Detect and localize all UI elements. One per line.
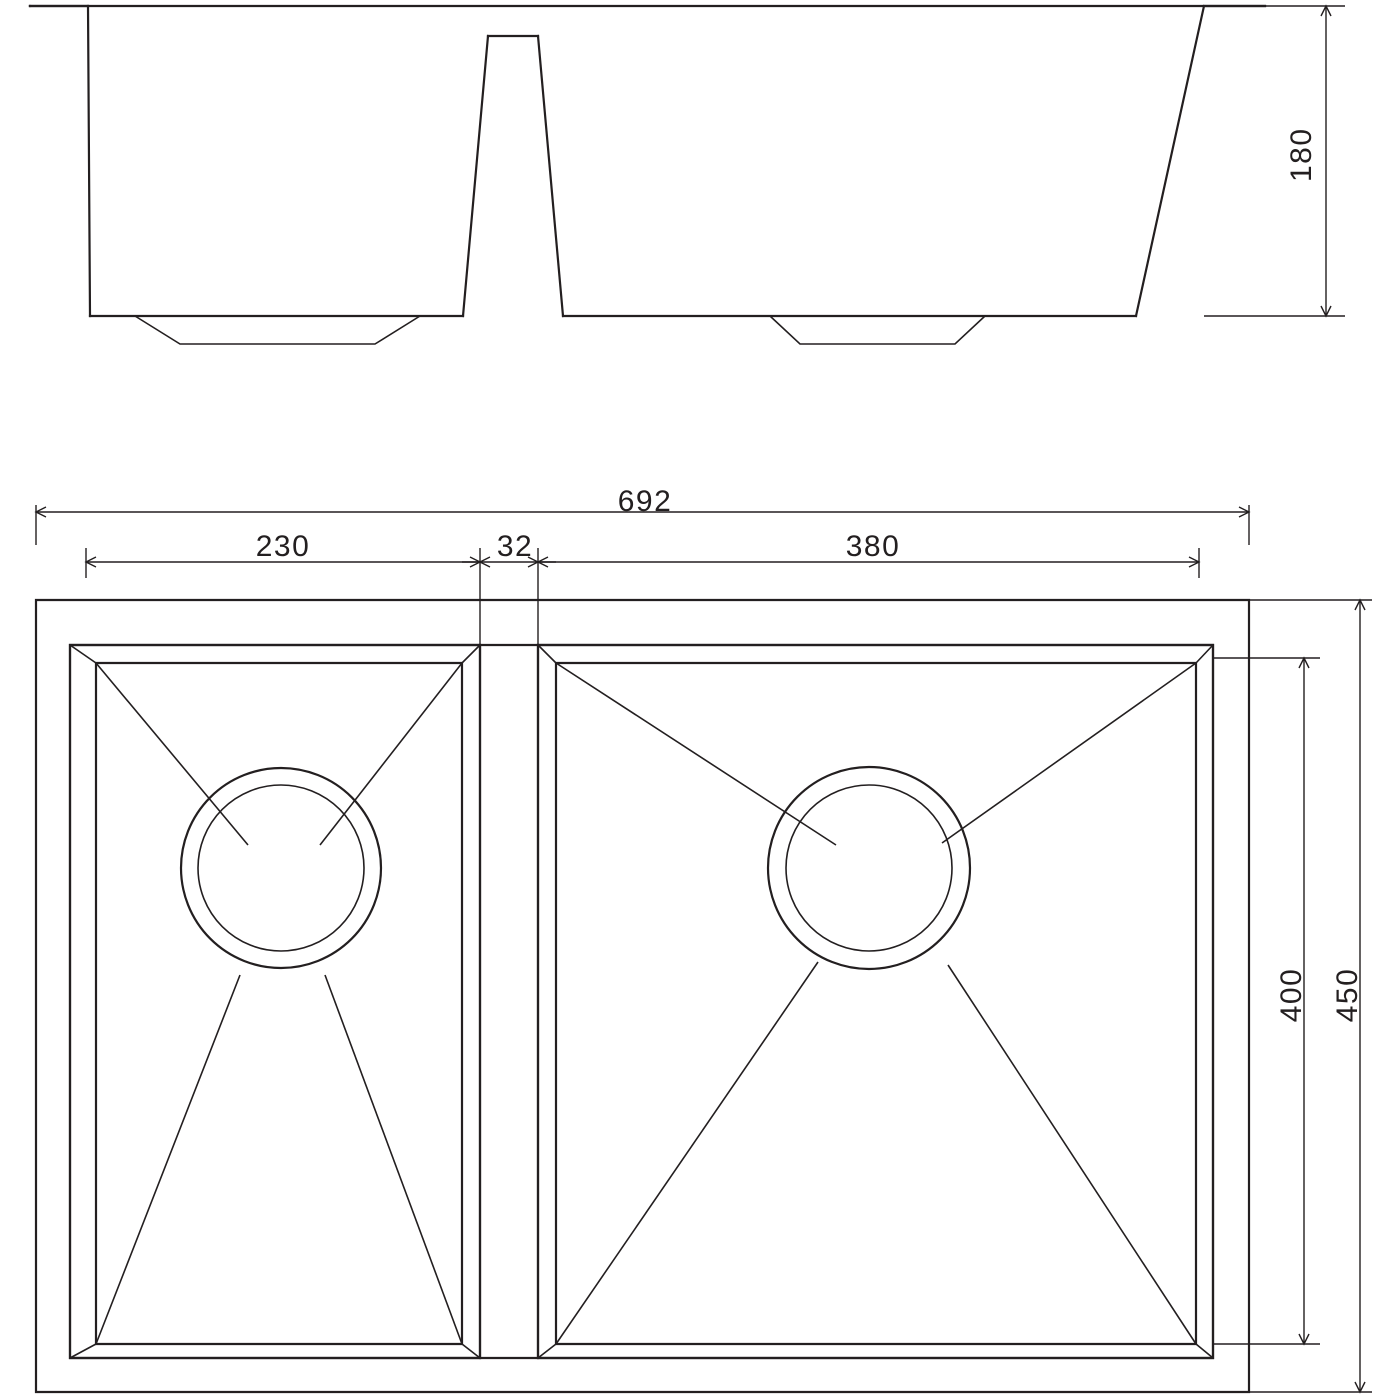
- front-left-bowl-inner-base: [135, 316, 420, 344]
- plan-right-bowl-outer: [538, 645, 1213, 1358]
- plan-rim-inner: [70, 645, 1213, 1358]
- plan-right-diag-br: [948, 965, 1196, 1344]
- front-left-bowl-left-wall: [88, 6, 90, 316]
- top-plan-view: [36, 505, 1372, 1392]
- plan-right-bowl-inner: [556, 663, 1196, 1344]
- front-elevation-view: [30, 6, 1345, 344]
- plan-right-drain-inner: [786, 785, 952, 951]
- plan-right-diag-tl: [556, 663, 836, 845]
- dim-label-bowl-depth-400: 400: [1275, 967, 1308, 1023]
- dim-label-divider-32: 32: [496, 530, 534, 563]
- plan-right-corner-bl: [538, 1344, 556, 1358]
- dim-label-left-bowl-230: 230: [255, 530, 311, 563]
- plan-left-drain-inner: [198, 785, 364, 951]
- plan-right-corner-tr: [1196, 645, 1213, 663]
- plan-right-drain-outer: [768, 767, 970, 969]
- plan-left-diag-br: [325, 975, 462, 1344]
- plan-left-corner-tl: [70, 645, 96, 663]
- dim-label-right-bowl-380: 380: [845, 530, 901, 563]
- dim-label-overall-width-692: 692: [617, 485, 673, 518]
- plan-left-corner-br: [462, 1344, 480, 1358]
- plan-left-corner-bl: [70, 1344, 96, 1358]
- front-left-bowl-right-wall: [463, 36, 488, 316]
- plan-right-corner-tl: [538, 645, 556, 663]
- plan-left-diag-tr: [320, 663, 462, 845]
- plan-left-diag-tl: [96, 663, 248, 845]
- plan-right-corner-br: [1196, 1344, 1213, 1358]
- front-divider-right-wall: [538, 36, 563, 316]
- front-right-bowl-inner-base: [770, 316, 985, 344]
- plan-left-drain-outer: [181, 768, 381, 968]
- plan-left-bowl-inner: [96, 663, 462, 1344]
- front-right-bowl-right-wall: [1136, 6, 1204, 316]
- dim-label-overall-depth-450: 450: [1331, 967, 1364, 1023]
- dim-label-depth-180: 180: [1285, 127, 1318, 182]
- plan-right-diag-bl: [556, 962, 818, 1344]
- plan-left-diag-bl: [96, 975, 240, 1344]
- plan-right-diag-tr: [942, 663, 1196, 843]
- plan-left-corner-tr: [462, 645, 480, 663]
